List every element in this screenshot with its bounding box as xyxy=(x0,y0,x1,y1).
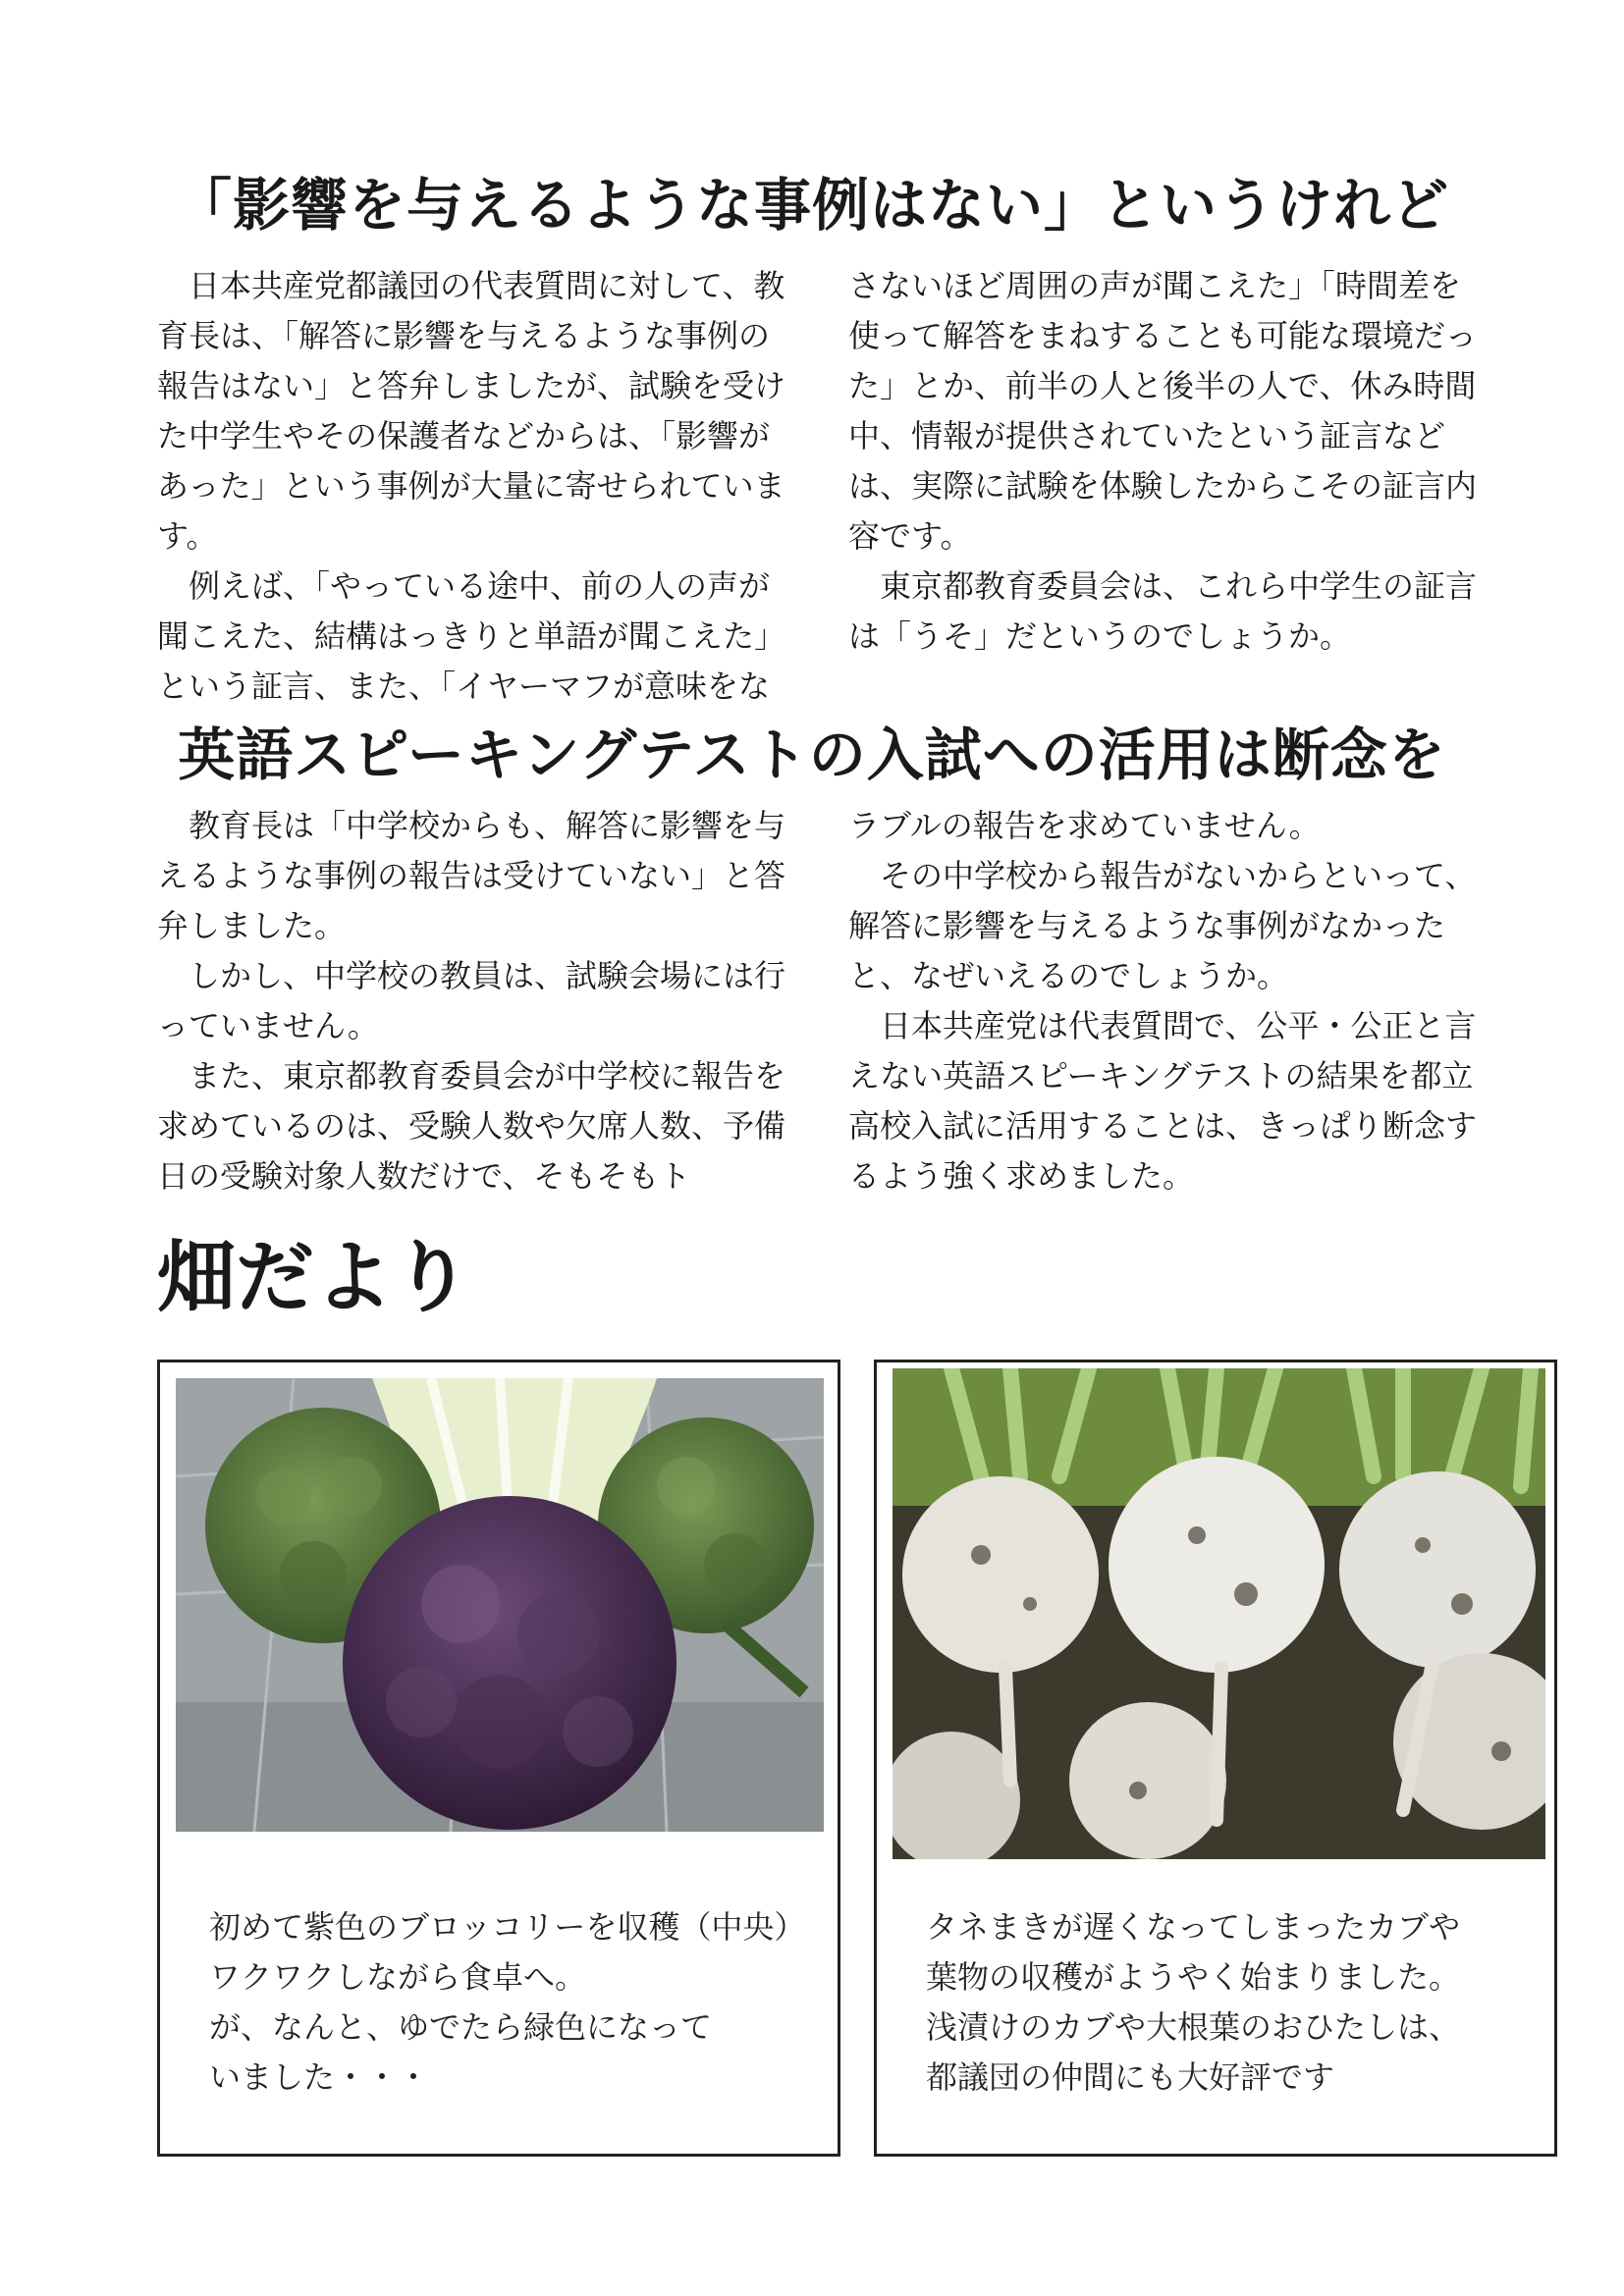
section2-left-column xyxy=(157,801,795,1201)
paragraph: その中学校から報告がないからといって、解答に影響を与えるような事例がなかったと、なぜいえるのでしょうか。 xyxy=(848,857,1477,994)
caption-line: ワクワクしながら食卓へ。 xyxy=(209,1958,587,1996)
paragraph: 教育長は「中学校からも、解答に影響を与えるような事例の報告は受けていない」と答弁しました。 xyxy=(157,807,786,944)
caption-line: が、なんと、ゆでたら緑色になって xyxy=(209,2008,713,2046)
broccoli-caption xyxy=(209,1902,805,2103)
farm-panel-broccoli xyxy=(157,1360,840,2157)
turnip-caption xyxy=(926,1902,1460,2103)
caption-line: いました・・・ xyxy=(209,2058,430,2096)
paragraph: 日本共産党は代表質問で、公平・公正と言えない英語スピーキングテストの結果を都立高校入試に活用することは、きっぱり断念するよう強く求めました。 xyxy=(848,1007,1478,1195)
turnip-illustration xyxy=(893,1368,1545,1859)
farm-section-title: 畑だより xyxy=(157,1232,471,1323)
section1-heading: 「影響を与えるような事例はない」というけれど xyxy=(174,172,1449,239)
broccoli-photo xyxy=(176,1378,824,1832)
section1-right-column xyxy=(848,261,1487,662)
caption-line: タネまきが遅くなってしまったカブや xyxy=(926,1908,1461,1946)
caption-line: 初めて紫色のブロッコリーを収穫（中央） xyxy=(209,1908,806,1946)
caption-line: 葉物の収穫がようやく始まりました。 xyxy=(926,1958,1461,1996)
paragraph: 例えば、「やっている途中、前の人の声が聞こえた、結構はっきりと単語が聞こえた」という証言、また、「イヤーマフが意味をな xyxy=(157,567,786,705)
broccoli-illustration xyxy=(176,1378,824,1832)
caption-line: 都議団の仲間にも大好評です xyxy=(926,2058,1335,2096)
section2-right-column xyxy=(848,801,1487,1201)
farm-panel-turnip xyxy=(874,1360,1557,2157)
section1-left-column xyxy=(157,261,795,712)
paragraph: しかし、中学校の教員は、試験会場には行っていません。 xyxy=(157,957,786,1044)
section2-heading: 英語スピーキングテストの入試への活用は断念を xyxy=(178,721,1446,788)
caption-line: 浅漬けのカブや大根葉のおひたしは、 xyxy=(926,2008,1461,2046)
paragraph: 東京都教育委員会は、これら中学生の証言は「うそ」だというのでしょうか。 xyxy=(848,567,1478,655)
turnip-photo xyxy=(893,1368,1545,1859)
paragraph: また、東京都教育委員会が中学校に報告を求めているのは、受験人数や欠席人数、予備日の受験対象人数だけで、そもそもト xyxy=(157,1057,786,1195)
paragraph: ラブルの報告を求めていません。 xyxy=(848,807,1321,844)
paragraph: さないほど周囲の声が聞こえた」「時間差を使って解答をまねすることも可能な環境だった」とか、前半の人と後半の人で、休み時間中、情報が提供されていたという証言などは、実際に試験を体験したからこその証言内容です。 xyxy=(848,267,1478,555)
paragraph: 日本共産党都議団の代表質問に対して、教育長は、「解答に影響を与えるような事例の報告はない」と答弁しましたが、試験を受けた中学生やその保護者などからは、「影響があった」という事例が大量に寄せられています。 xyxy=(157,267,786,555)
